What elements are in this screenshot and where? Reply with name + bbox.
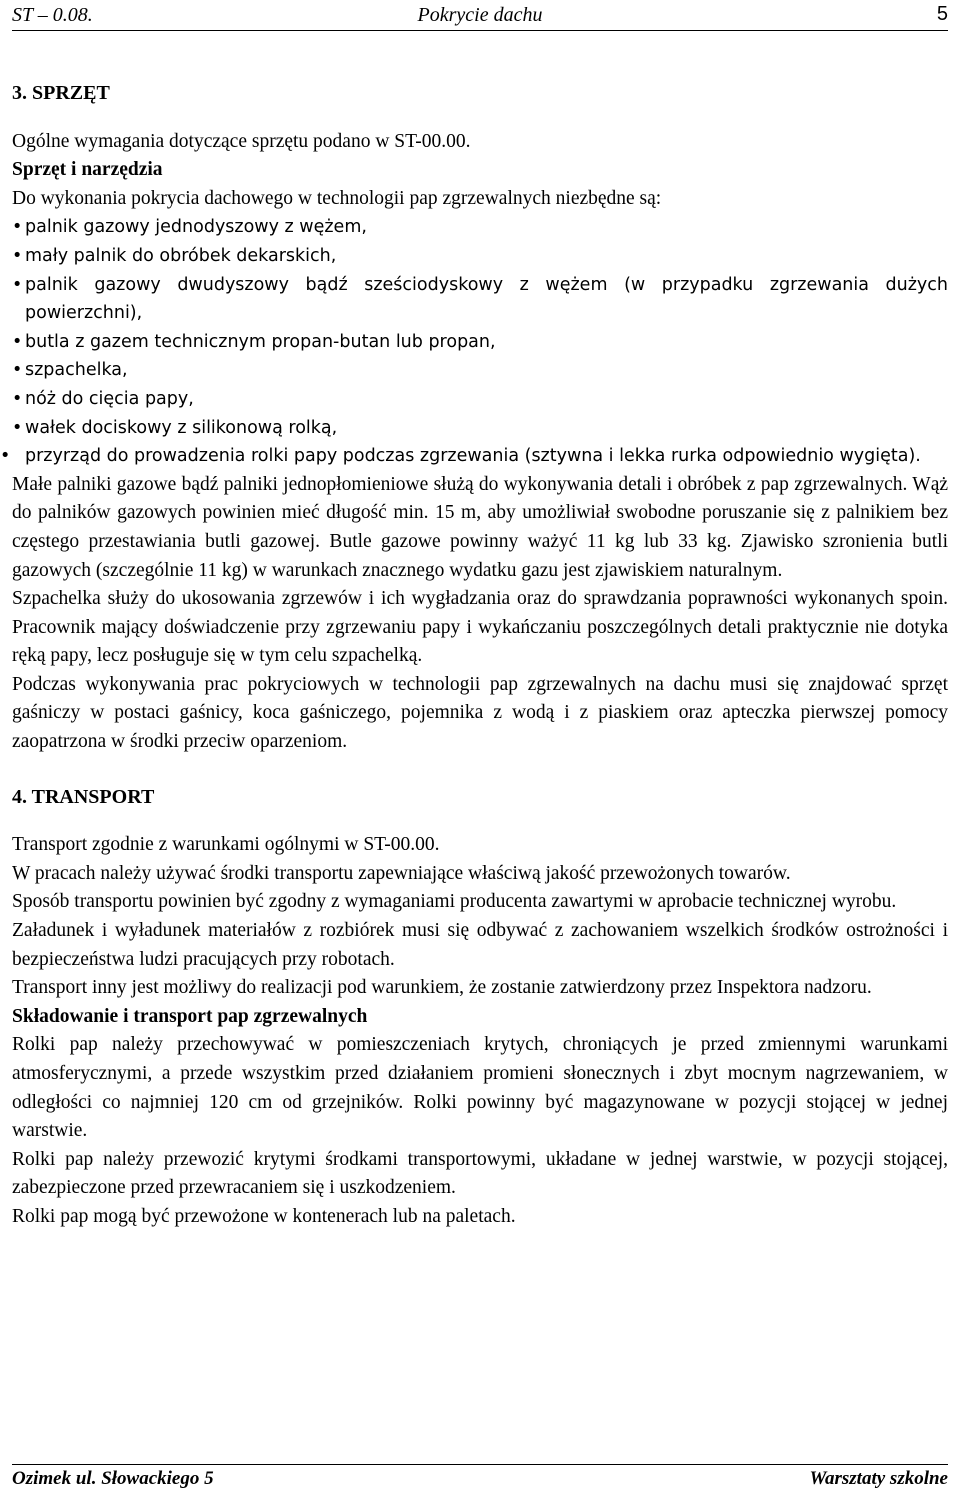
paragraph: Szpachelka służy do ukosowania zgrzewów i ich wygładzania oraz do sprawdzania poprawności wykonanych spoin. Pracownik mający doświadczenie przy zgrzewaniu papy i wykańczaniu poszczególnych detali praktycznie nie dotyka ręką papy, lecz posługuje się w tym celu szpachelką. [12,588,948,667]
paragraph: Podczas wykonywania prac pokryciowych w technologii pap zgrzewalnych na dachu musi się znajdować sprzęt gaśniczy w postaci gaśnicy, koca gaśniczego, pojemnika z wodą i z piaskiem oraz apteczka pierwszej pomocy zaopatrzona w środki przeciw oparzeniom. [12,673,948,753]
page-footer [12,1464,948,1493]
list-item: • palnik gazowy jednodyszowy z wężem, [12,213,948,242]
paragraph: Rolki pap mogą być przewożone w kontenerach lub na paletach. [12,1205,516,1227]
footer-organization: Warsztaty szkolne [809,1468,948,1489]
equipment-lead: Do wykonania pokrycia dachowego w technologii pap zgrzewalnych niezbędne są: [12,187,662,209]
paragraph: Transport inny jest możliwy do realizacji pod warunkiem, że zostanie zatwierdzony przez Inspektora nadzoru. [12,977,872,999]
page-number: 5 [936,3,948,25]
list-item: • przyrząd do prowadzenia rolki papy podczas zgrzewania (sztywna i lekka rurka odpowiednio wygięta). [12,442,948,471]
paragraph: Małe palniki gazowe bądź palniki jednopłomieniowe służą do wykonywania detali i obróbek z pap zgrzewalnych. Wąż do palników gazowych powinien mieć długość min. 15 m, aby umożliwiał swobodne poruszanie się z palnikiem bez częstego przestawiania butli gazowej. Butle gazowe powinny ważyć 11 kg lub 33 kg. Zjawisko szronienia butli gazowych (szczególnie 11 kg) w warunkach znacznego wydatku gazu jest zjawiskiem naturalnym. [12,473,948,581]
document-reference: ST – 0.08. [12,4,93,26]
document-title: Pokrycie dachu [417,4,543,26]
section-3-heading: 3. SPRZĘT [12,82,110,104]
paragraph: W pracach należy używać środki transportu zapewniające właściwą jakość przewożonych towarów. [12,862,791,884]
list-item: • butla z gazem technicznym propan-butan lub propan, [12,328,948,357]
section-4-heading: 4. TRANSPORT [12,785,155,808]
paragraph: Sposób transportu powinien być zgodny z wymaganiami producenta zawartymi w aprobacie technicznej wyrobu. [12,891,897,913]
equipment-list [12,213,948,470]
section-3-intro: Ogólne wymagania dotyczące sprzętu podano w ST-00.00. [12,130,471,152]
paragraph: Załadunek i wyładunek materiałów z rozbiórek musi się odbywać z zachowaniem wszelkich środków ostrożności i bezpieczeństwa ludzi pracujących przy robotach. [12,920,948,970]
storage-subheading: Składowanie i transport pap zgrzewalnych [12,1005,368,1027]
list-item: • nóż do cięcia papy, [12,385,948,414]
equipment-subheading: Sprzęt i narzędzia [12,159,163,181]
list-item: • mały palnik do obróbek dekarskich, [12,242,948,271]
paragraph: Transport zgodnie z warunkami ogólnymi w ST-00.00. [12,834,440,856]
paragraph: Rolki pap należy przechowywać w pomieszczeniach krytych, chroniących je przed zmiennymi warunkami atmosferycznymi, a przede wszystkim przed działaniem promieni słonecznych i zbyt mocnym nagrzewaniem, w odległości co najmniej 120 cm od grzejników. Rolki powinny być magazynowane w pozycji stojącej w jednej warstwie. [12,1034,948,1142]
list-item: • wałek dociskowy z silikonową rolką, [12,414,948,443]
list-item: • szpachelka, [12,356,948,385]
footer-address: Ozimek ul. Słowackiego 5 [12,1468,214,1489]
page-header [12,0,948,31]
page-content [12,79,948,1232]
paragraph: Rolki pap należy przewozić krytymi środkami transportowymi, układane w jednej warstwie, w pozycji stojącej, zabezpieczone przed przewracaniem się i uszkodzeniem. [12,1148,948,1199]
list-item: • palnik gazowy dwudyszowy bądź sześciodyskowy z wężem (w przypadku zgrzewania dużych powierzchni), [12,271,948,328]
